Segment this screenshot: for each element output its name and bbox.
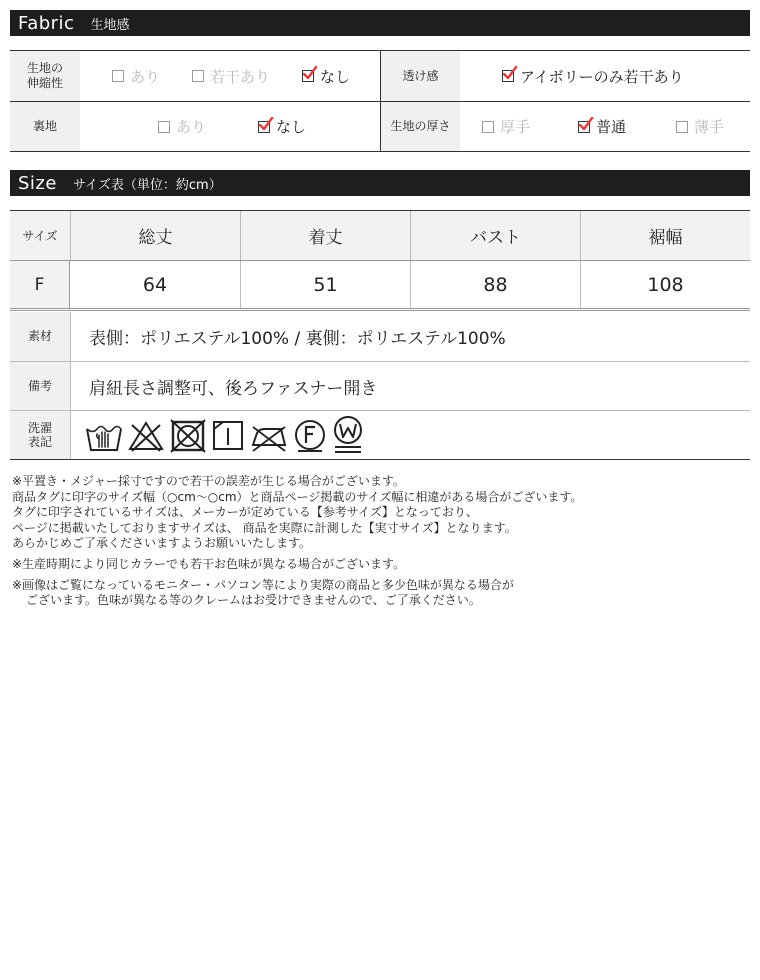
sheer-option-ivory-slight[interactable]: アイボリーのみ若干あり [502, 66, 684, 87]
size-col-header: サイズ [10, 211, 70, 260]
stretch-option-none[interactable]: なし [302, 66, 350, 87]
note-line: あらかじめご了承くださいますようお願いいたします。 [12, 536, 312, 551]
body-length-cell: 51 [240, 261, 410, 308]
bust-cell: 88 [410, 261, 580, 308]
fabric-header-bar [10, 10, 750, 36]
lining-option-none[interactable]: なし [258, 116, 306, 137]
checkbox-icon [192, 70, 204, 82]
bust-col-header: バスト [410, 211, 580, 260]
fabric-title-jp: 生地感 [90, 17, 130, 33]
stretch-option-slight[interactable]: 若干あり [192, 66, 302, 87]
note-line: タグに印字されているサイズは、メーカーが定めている【参考サイズ】となっており、 [12, 505, 478, 520]
checkbox-icon [676, 121, 688, 133]
thickness-option-normal[interactable]: 普通 [578, 116, 676, 137]
care-icons [70, 411, 750, 459]
hand-wash-icon [85, 417, 123, 453]
checked-checkbox-icon [502, 70, 514, 82]
thickness-option-thick[interactable]: 厚手 [482, 116, 578, 137]
thickness-label: 生地の厚さ [380, 102, 460, 151]
material-row [10, 312, 750, 361]
notes-label: 備考 [10, 362, 70, 410]
checked-checkbox-icon [302, 70, 314, 82]
fabric-table [10, 50, 750, 152]
stretch-options [80, 51, 380, 101]
info-table [10, 312, 750, 460]
size-table [10, 210, 750, 311]
material-value: 表側：ポリエステル100% / 裏側：ポリエステル100% [70, 312, 750, 361]
disclaimer-notes [12, 474, 748, 609]
lining-option-yes[interactable]: あり [158, 116, 258, 137]
note-line: 商品タグに印字のサイズ幅（○cm～○cm）と商品ページ掲載のサイズ幅に相違がある場合がございます。 [12, 489, 583, 504]
fabric-row-2 [10, 101, 750, 151]
checkbox-icon [112, 70, 124, 82]
checkbox-icon [482, 121, 494, 133]
sheer-label: 透け感 [380, 51, 460, 101]
checkbox-icon [158, 121, 170, 133]
fabric-title-en: Fabric [18, 12, 75, 34]
checked-checkbox-icon [258, 121, 270, 133]
checked-checkbox-icon [578, 121, 590, 133]
body-length-col-header: 着丈 [240, 211, 410, 260]
lining-label: 裏地 [10, 102, 80, 151]
notes-row [10, 361, 750, 410]
stretch-option-yes[interactable]: あり [112, 66, 192, 87]
note-line: ※生産時期により同じカラーでも若干お色味が異なる場合がございます。 [12, 556, 406, 571]
note-line: ページに掲載いたしておりますサイズは、 商品を実際に計測した【実寸サイズ】となります。 [12, 520, 517, 535]
no-bleach-icon [127, 417, 165, 453]
thickness-option-thin[interactable]: 薄手 [676, 116, 724, 137]
sheer-options [460, 51, 750, 101]
care-label: 洗濯 表記 [10, 411, 70, 459]
iron-low-icon [249, 417, 289, 453]
size-title-en: Size [18, 172, 57, 194]
no-tumble-dry-icon [169, 417, 207, 453]
drip-dry-shade-icon [211, 417, 245, 453]
size-title-jp: サイズ表（単位：約cm） [72, 177, 222, 193]
lining-options [80, 102, 380, 151]
size-header-bar [10, 170, 750, 196]
note-line: ※平置き・メジャー採寸ですので若干の誤差が生じる場合がございます。 [12, 474, 405, 488]
fabric-row-1 [10, 51, 750, 101]
total-length-col-header: 総丈 [70, 211, 240, 260]
care-row [10, 410, 750, 459]
note-line: ※画像はご覧になっているモニター・パソコン等により実際の商品と多少色味が異なる場合が [12, 577, 514, 592]
dry-clean-f-icon [293, 417, 327, 453]
wet-clean-w-icon [331, 415, 365, 455]
hem-width-col-header: 裾幅 [580, 211, 750, 260]
stretch-label: 生地の 伸縮性 [10, 51, 80, 101]
total-length-cell: 64 [142, 273, 168, 296]
material-label: 素材 [10, 312, 70, 361]
note-line: ございます。色味が異なる等のクレームはお受けできませんので、ご了承ください。 [26, 593, 481, 608]
size-cell: F [10, 261, 70, 308]
thickness-options [460, 102, 750, 151]
table-row [10, 261, 750, 311]
hem-width-cell: 108 [580, 261, 750, 308]
size-table-header [10, 211, 750, 261]
notes-value: 肩紐長さ調整可、後ろファスナー開き [70, 362, 750, 410]
